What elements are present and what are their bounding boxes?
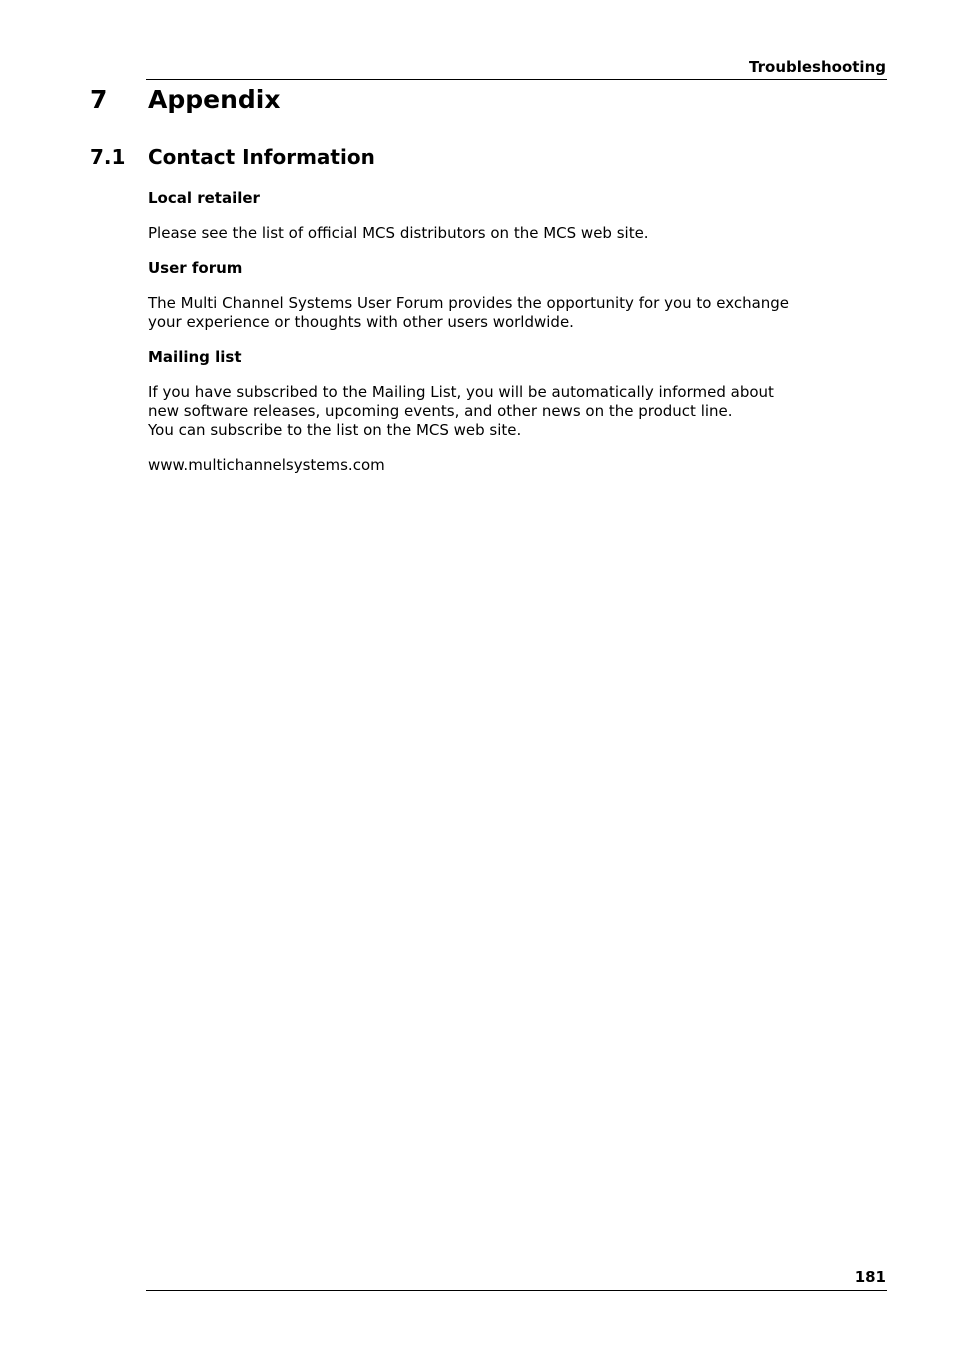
footer-rule [146, 1290, 887, 1291]
section-heading [90, 143, 375, 171]
page-body [148, 189, 808, 491]
local-retailer-text: Please see the list of official MCS distributors on the MCS web site. [148, 224, 649, 242]
mailing-list-text [148, 383, 808, 440]
mailing-list-heading: Mailing list [148, 348, 242, 366]
running-header: Troubleshooting [749, 58, 886, 76]
page-number: 181 [854, 1268, 886, 1286]
user-forum-text [148, 294, 808, 332]
chapter-heading [90, 83, 280, 117]
section-number: 7.1 [90, 145, 126, 169]
header-rule [146, 79, 887, 80]
local-retailer-heading: Local retailer [148, 189, 260, 207]
mailing-list-line: new software releases, upcoming events, and other news on the product line. [148, 402, 733, 420]
chapter-number: 7 [90, 85, 108, 114]
user-forum-heading: User forum [148, 259, 243, 277]
mailing-list-line: If you have subscribed to the Mailing List, you will be automatically informed about [148, 383, 774, 401]
user-forum-line: your experience or thoughts with other users worldwide. [148, 313, 574, 331]
mailing-list-line: You can subscribe to the list on the MCS web site. [148, 421, 522, 439]
chapter-title: Appendix [148, 85, 281, 114]
website-link[interactable]: www.multichannelsystems.com [148, 456, 385, 474]
user-forum-line: The Multi Channel Systems User Forum provides the opportunity for you to exchange [148, 294, 790, 312]
section-title: Contact Information [148, 145, 375, 169]
